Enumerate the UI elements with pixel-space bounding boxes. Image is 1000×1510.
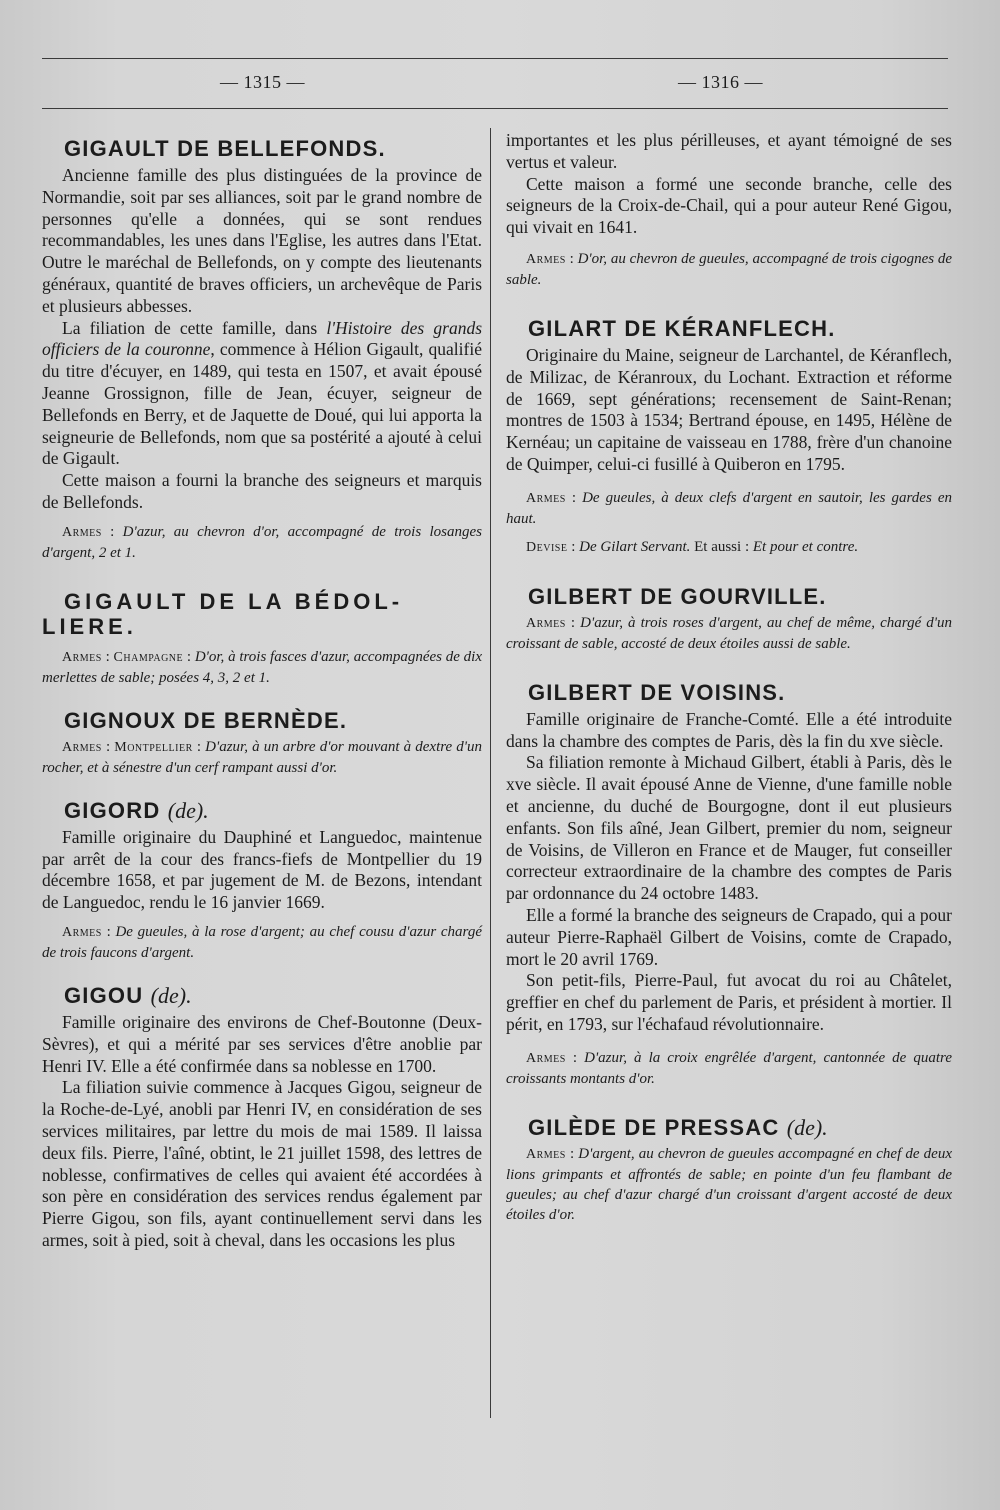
entry-gilbert-voisins: [506, 680, 952, 1089]
separator: :: [101, 738, 115, 755]
arms-line: [42, 737, 482, 778]
paragraph: Famille originaire des environs de Chef-Boutonne (Deux-Sèvres), et qui a mérité par ses services d'être anoblie par Henri IV. Elle a été confirmée dans sa noblesse en 1700.: [42, 1011, 482, 1076]
entry-title: [528, 1115, 952, 1140]
arms-text: D'azur, au chevron d'or, accompagné de trois losanges d'argent, 2 et 1.: [42, 523, 482, 561]
text-run: Et aussi :: [690, 538, 753, 555]
devise-label: Devise: [526, 539, 568, 555]
arms-place: Champagne: [113, 649, 184, 665]
arms-text: D'azur, à trois roses d'argent, au chef de même, chargé d'un croissant de sable, accosté de deux étoiles aussi de sable.: [506, 614, 953, 652]
left-column: [42, 130, 482, 1252]
right-column: [506, 130, 952, 1225]
arms-label: Armes: [62, 649, 102, 665]
paragraph: Sa filiation remonte à Michaud Gilbert, établi à Paris, dès le xve siècle. Il avait épousé Anne de Vienne, d'une famille noble et ancienne, du duché de Bourgogne, dont il eut plusieurs enfants. Son fils aîné, Jean Gilbert, premier du nom, seigneur de Voisins, de Villeron en France et de Mauger, fut conseiller correcteur extraordinaire de la chambre des comptes de Paris par ordonnance du 24 octobre 1483.: [506, 752, 952, 904]
column-divider: [490, 128, 491, 1418]
separator: :: [565, 1145, 579, 1162]
entry-gigou-continued: [506, 130, 952, 290]
arms-label: Armes: [526, 1050, 566, 1066]
entry-gilbert-gourville: [506, 584, 952, 654]
entry-title: [64, 798, 482, 823]
entry-title: [42, 588, 482, 639]
devise-text: Et pour et contre.: [752, 538, 859, 555]
paragraph: Son petit-fils, Pierre-Paul, fut avocat du roi au Châtelet, greffier en chef du parlement de Paris, et président à mortier. Il périt, en 1793, sur l'échafaud révolutionnaire.: [506, 970, 952, 1034]
arms-line: [42, 522, 482, 563]
arms-text: D'azur, à un arbre d'or mouvant à dextre d'un rocher, et à sénestre d'un cerf rampant aussi d'or.: [42, 738, 482, 776]
arms-text: D'or, au chevron de gueules, accompagné de trois cigognes de sable.: [506, 250, 953, 288]
separator: :: [565, 614, 581, 631]
top-rule: [42, 58, 948, 59]
entry-gigou: [42, 983, 482, 1252]
title-particle: (de).: [167, 797, 209, 823]
arms-label: Armes: [62, 739, 102, 755]
entry-gignoux-bernede: [42, 708, 482, 778]
arms-label: Armes: [62, 924, 102, 940]
arms-text: De gueules, à deux clefs d'argent en sautoir, les gardes en haut.: [506, 489, 953, 527]
devise-text: De Gilart Servant.: [579, 538, 691, 555]
entry-title: GIGNOUX DE BERNÈDE.: [64, 707, 348, 733]
arms-line: [506, 1144, 952, 1225]
entry-gigault-bellefonds: [42, 136, 482, 563]
entry-gigord: [42, 798, 482, 963]
arms-line: [506, 488, 952, 529]
arms-label: Armes: [526, 1146, 566, 1162]
paragraph: importantes et les plus périlleuses, et ayant témoigné de ses vertus et valeur.: [506, 130, 952, 172]
separator: :: [565, 250, 578, 267]
left-page-number: — 1315 —: [220, 72, 305, 92]
arms-line: [42, 647, 482, 688]
book-title: l'Histoire des grands officiers de la couronne: [42, 317, 482, 360]
separator: :: [101, 523, 123, 540]
entry-gilart-keranflech: [506, 316, 952, 558]
entry-title: [64, 983, 482, 1008]
arms-text: D'argent, au chevron de gueules accompagné en chef de deux lions grimpants et affrontés de sable; en pointe d'un feu flambant de gueules; au chef d'azur chargé d'un croissant d'argent accosté de deux étoiles d'or.: [506, 1145, 952, 1223]
paragraph: La filiation suivie commence à Jacques Gigou, seigneur de la Roche-de-Lyé, anobli par Henri IV, en considération de ses services militaires, par lettre du mois de mai 1589. Il laissa deux fils. Pierre, l'aîné, obtint, le 21 juillet 1598, des lettres de noblesse, confirmatives de celles qui avaient été accordées à son père en considération des services rendus également par Pierre Gigou, son fils, ayant continuellement servi dans les armes, soit à pied, soit à cheval, dans les occasions les plus: [42, 1077, 482, 1250]
title-line: GIGAULT DE LA BÉDOL-: [64, 588, 404, 614]
paragraph: Elle a formé la branche des seigneurs de Crapado, qui a pour auteur Pierre-Raphaël Gilbert de Voisins, comte de Crapado, mort le 20 avril 1769.: [506, 904, 952, 969]
separator: :: [567, 538, 580, 555]
separator: :: [183, 648, 195, 665]
devise-line: [506, 537, 952, 558]
arms-label: Armes: [526, 251, 566, 267]
arms-label: Armes: [62, 524, 102, 540]
text-run: , commence à Hélion Gigault, qualifié du titre d'écuyer, en 1489, qui testa en 1507, et avait épousé Jeanne Grossignon, fille de Jean, écuyer, seigneur de Bellefonds en Berry, et de Jaquette de Doué, qui lui apporta la seigneurie de Bellefonds, nom que sa postérité a ajouté à celui de Gigault.: [42, 339, 482, 469]
header-rule: [42, 108, 948, 109]
title-text: GIGORD: [64, 797, 161, 823]
entry-gilede-pressac: [506, 1115, 952, 1225]
separator: :: [101, 923, 116, 940]
entry-title: GILBERT DE VOISINS.: [528, 679, 786, 705]
arms-place: Montpellier: [114, 739, 193, 755]
title-particle: (de).: [150, 982, 192, 1008]
arms-line: [506, 249, 952, 290]
right-page-number: — 1316 —: [678, 72, 763, 92]
title-particle: (de).: [786, 1114, 828, 1140]
paragraph: Famille originaire du Dauphiné et Languedoc, maintenue par arrêt de la cour des francs-fiefs de Montpellier du 19 décembre 1658, et par jugement de M. de Bezons, intendant de Languedoc, rendu le 16 janvier 1669.: [42, 826, 482, 913]
arms-text: D'azur, à la croix engrêlée d'argent, cantonnée de quatre croissants montants d'or.: [506, 1049, 952, 1087]
arms-text: D'or, à trois fasces d'azur, accompagnées de dix merlettes de sable; posées 4, 3, 2 et 1.: [42, 648, 483, 686]
separator: :: [101, 648, 114, 665]
arms-line: [506, 613, 952, 654]
entry-title: GIGAULT DE BELLEFONDS.: [64, 136, 386, 161]
paragraph: Famille originaire de Franche-Comté. Elle a été introduite dans la chambre des comptes de Paris, dès la fin du xve siècle.: [506, 708, 952, 751]
paragraph: Ancienne famille des plus distinguées de la province de Normandie, soit par ses alliances, soit par le grand nombre de personnes qu'elle a données, qui se sont rendues recommandables, les unes dans l'Eglise, les autres dans l'Etat. Outre le maréchal de Bellefonds, on y compte des lieutenants généraux, quantité de braves officiers, un archevêque de Paris et plusieurs abbesses.: [42, 165, 482, 316]
entry-title: GILBERT DE GOURVILLE.: [528, 583, 827, 609]
entry-title: GILART DE KÉRANFLECH.: [528, 315, 836, 341]
arms-label: Armes: [526, 615, 566, 631]
paragraph: Cette maison a fourni la branche des seigneurs et marquis de Bellefonds.: [42, 470, 482, 512]
separator: :: [565, 489, 583, 506]
arms-label: Armes: [526, 490, 566, 506]
paragraph: Cette maison a formé une seconde branche, celle des seigneurs de la Croix-de-Chail, qui a pour auteur René Gigou, qui vivait en 1641.: [506, 173, 952, 238]
separator: :: [192, 738, 206, 755]
title-text: GILÈDE DE PRESSAC: [528, 1114, 780, 1140]
arms-line: [42, 922, 482, 963]
text-run: La filiation de cette famille, dans: [62, 317, 327, 338]
title-text: GIGOU: [64, 982, 144, 1008]
arms-text: De gueules, à la rose d'argent; au chef cousu d'azur chargé de trois faucons d'argent.: [42, 923, 482, 961]
arms-line: [506, 1048, 952, 1089]
separator: :: [565, 1049, 585, 1066]
paragraph: [42, 318, 482, 471]
paragraph: Originaire du Maine, seigneur de Larchantel, de Kéranflech, de Milizac, de Kéranroux, du Lochant. Extraction et réforme de 1669, sept générations; recensement de Saint-Renan; montres de 1503 à 1534; Bertrand épouse, en 1495, Hélène de Kernéau; un capitaine de vaisseau en 1788, frère d'un chanoine de Quimper, celui-ci fusillé à Quiberon en 1795.: [506, 344, 952, 474]
entry-gigault-bedolliere: [42, 589, 482, 688]
title-line: LIERE.: [42, 613, 137, 639]
